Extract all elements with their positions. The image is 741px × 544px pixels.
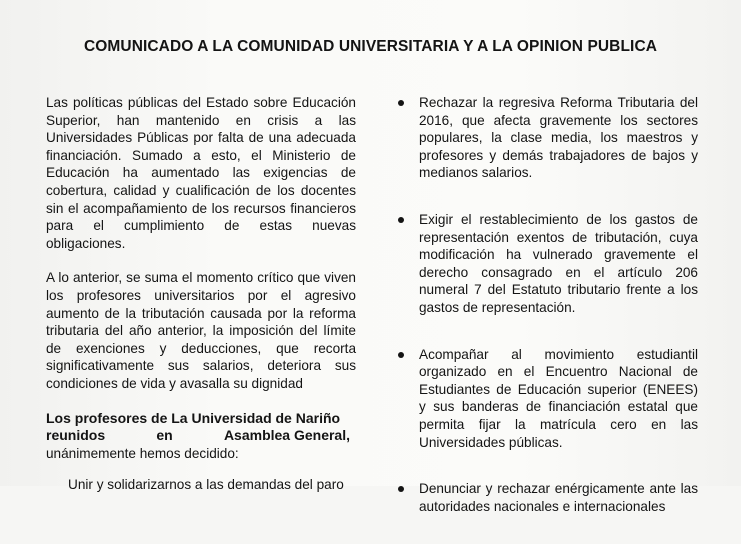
assembly-word-asamblea: Asamblea General,: [223, 427, 350, 444]
bullet-icon: [398, 352, 404, 358]
list-item: [398, 94, 698, 182]
assembly-word-en: en: [156, 427, 173, 444]
demands-list: [398, 94, 698, 515]
decision-intro: unánimemente hemos decidido:: [46, 445, 239, 461]
demand-text: Acompañar al movimiento estudiantil organizado en el Encuentro Nacional de Estudiantes de Educación superior (ENEES) y sus banderas de financiación estatal que permita fijar la matrícula cero en las Universidades públicas.: [419, 346, 698, 450]
right-column: [398, 94, 698, 544]
list-item: [398, 211, 698, 317]
list-item: [398, 480, 698, 515]
demand-text: Denunciar y rechazar enérgicamente ante las autoridades nacionales e internacionales: [419, 481, 698, 514]
assembly-statement-line-2: [46, 427, 356, 445]
demand-text: Rechazar la regresiva Reforma Tributaria del 2016, que afecta gravemente los sectores populares, la clase media, los maestros y profesores y demás trabajadores de bajos y medianos salarios.: [419, 95, 698, 181]
demand-text: Exigir el restablecimiento de los gastos de representación exentos de tributación, cuya modificación ha vulnerado gravemente el derecho consagrado en el artículo 206 numeral 7 del Estatuto tributario frente a los gastos de representación.: [419, 211, 698, 315]
bullet-icon: [398, 217, 404, 223]
document-title: COMUNICADO A LA COMUNIDAD UNIVERSITARIA Y A LA OPINION PUBLICA: [83, 38, 658, 55]
intro-paragraph: Las políticas públicas del Estado sobre Educación Superior, han mantenido en crisis a las Universidades Públicas por falta de una adecuada financiación. Sumado a esto, el Ministerio de Educación ha aumentado las exigencias de cobertura, calidad y cualificación de los docentes sin el acompañamiento de los recursos financieros para el cumplimiento de estas nuevas obligaciones.: [46, 95, 356, 251]
list-item: [398, 346, 698, 452]
bullet-icon: [398, 486, 404, 492]
cut-off-line: Unir y solidarizarnos a las demandas del paro: [68, 477, 344, 493]
assembly-statement-line: Los profesores de La Universidad de Nariño: [46, 409, 341, 426]
left-column: [46, 94, 356, 494]
assembly-word-reunidos: reunidos: [46, 427, 106, 444]
context-paragraph: A lo anterior, se suma el momento crítico que viven los profesores universitarios por el agresivo aumento de la tributación causada por la reforma tributaria del año anterior, la imposición del límite de exenciones y deducciones, que recorta significativamente sus salarios, deteriora sus condiciones de vida y avasalla su dignidad: [46, 270, 356, 391]
bullet-icon: [398, 100, 404, 106]
assembly-statement: [46, 410, 356, 445]
